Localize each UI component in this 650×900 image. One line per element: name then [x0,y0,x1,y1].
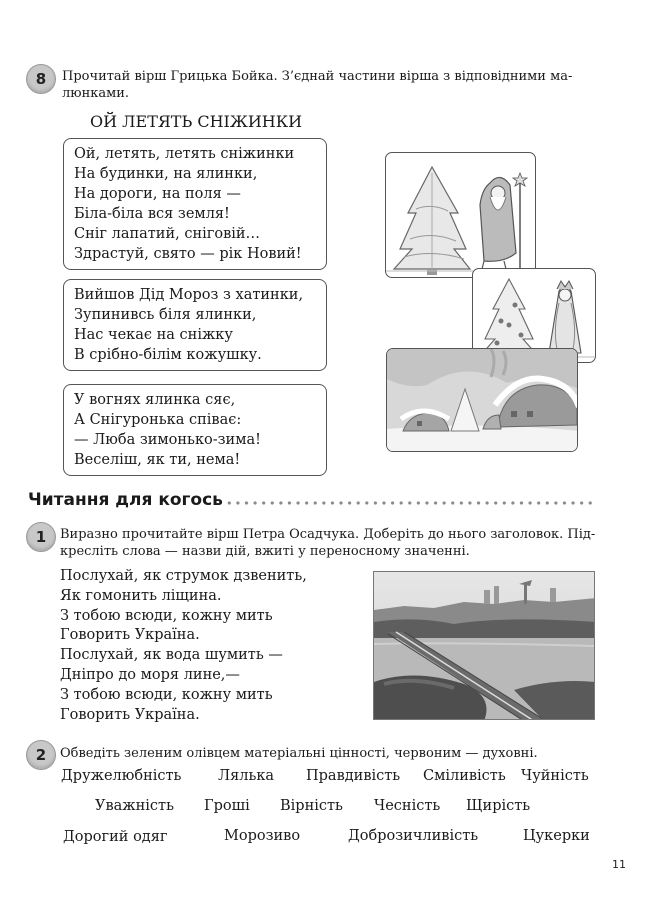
instruction-line: Прочитай вірш Грицька Бойка. З’єднай частини вірша з відповідними ма- [62,69,573,84]
poem-line: З тобою всюди, кожну мить [60,686,273,703]
value-word: Правдивість [306,768,401,784]
poem-line: З тобою всюди, кожну мить [60,607,273,624]
poem-line: Біла-біла вся земля! [74,206,230,222]
poem-line: Веселіш, як ти, нема! [74,452,241,468]
poem-line: Послухай, як вода шумить — [60,647,283,664]
santa-tree-illustration [386,153,536,278]
value-word: Уважність [95,798,174,814]
snowy-houses-illustration [387,349,578,452]
value-word: Морозиво [224,828,301,844]
poem-line: Ой, летять, летять сніжинки [74,146,295,162]
poem-title: ОЙ ЛЕТЯТЬ СНІЖИНКИ [90,112,303,131]
section-heading: Читання для когось [28,490,223,510]
osadchuk-poem [60,567,307,725]
task-number-8 [26,64,56,94]
value-word: Чесність [374,798,441,814]
value-word: Сміливість [423,768,506,784]
kyiv-bridge-photo [373,571,595,720]
task-8-instruction [62,68,602,102]
stanza-box-2 [63,279,327,371]
poem-line: Зупинивсь біля ялинки, [74,307,257,323]
santa-tree-picture [385,152,536,278]
poem-line: Дніпро до моря лине,— [60,666,240,683]
task-number-label: 1 [35,528,47,546]
poem-line: На дороги, на поля — [74,186,241,202]
value-word: Щирість [466,798,531,814]
task-2-instruction: Обведіть зеленим олівцем матеріальні цінності, червоним — духовні. [60,746,538,761]
poem-line: У вогнях ялинка сяє, [74,392,236,408]
instruction-line: люнками. [62,86,130,101]
bridge-photo-illustration [374,572,595,720]
poem-line: Здрастуй, свято — рік Новий! [74,246,302,262]
value-word: Цукерки [523,828,590,844]
task-number-label: 8 [35,70,47,88]
poem-line: — Люба зимонько-зима! [74,432,261,448]
poem-line: Говорить Україна. [60,627,200,644]
poem-line: В срібно-білім кожушку. [74,347,262,363]
task-number-label: 2 [35,746,47,764]
value-word: Лялька [218,768,275,784]
dotted-divider [225,501,595,505]
stanza-box-3 [63,384,327,476]
poem-line: Послухай, як струмок дзвенить, [60,568,307,584]
snowy-houses-picture [386,348,578,452]
value-word: Доброзичливість [348,828,479,844]
instruction-line: Виразно прочитайте вірш Петра Осадчука. Доберіть до нього заголовок. Під- [60,527,596,542]
poem-line: А Снігуронька співає: [74,412,242,428]
poem-line: Сніг лапатий, сніговій… [74,226,261,242]
poem-line: Нас чекає на сніжку [74,327,233,343]
task-number-1 [26,522,56,552]
stanza-box-1 [63,138,327,270]
page-number: 11 [612,858,626,871]
instruction-line: кресліть слова — назви дій, вжиті у переносному значенні. [60,544,470,559]
value-word: Вірність [280,798,343,814]
poem-line: Вийшов Дід Мороз з хатинки, [74,287,304,303]
value-word: Чуйність [521,768,589,784]
poem-line: На будинки, на ялинки, [74,166,258,182]
value-word: Дружелюбність [61,768,182,784]
value-word: Гроші [204,798,250,814]
task-number-2 [26,740,56,770]
poem-line: Говорить Україна. [60,706,200,723]
poem-line: Як гомонить ліщина. [60,587,222,604]
value-word: Дорогий одяг [63,829,168,845]
task-1-instruction [60,526,605,560]
